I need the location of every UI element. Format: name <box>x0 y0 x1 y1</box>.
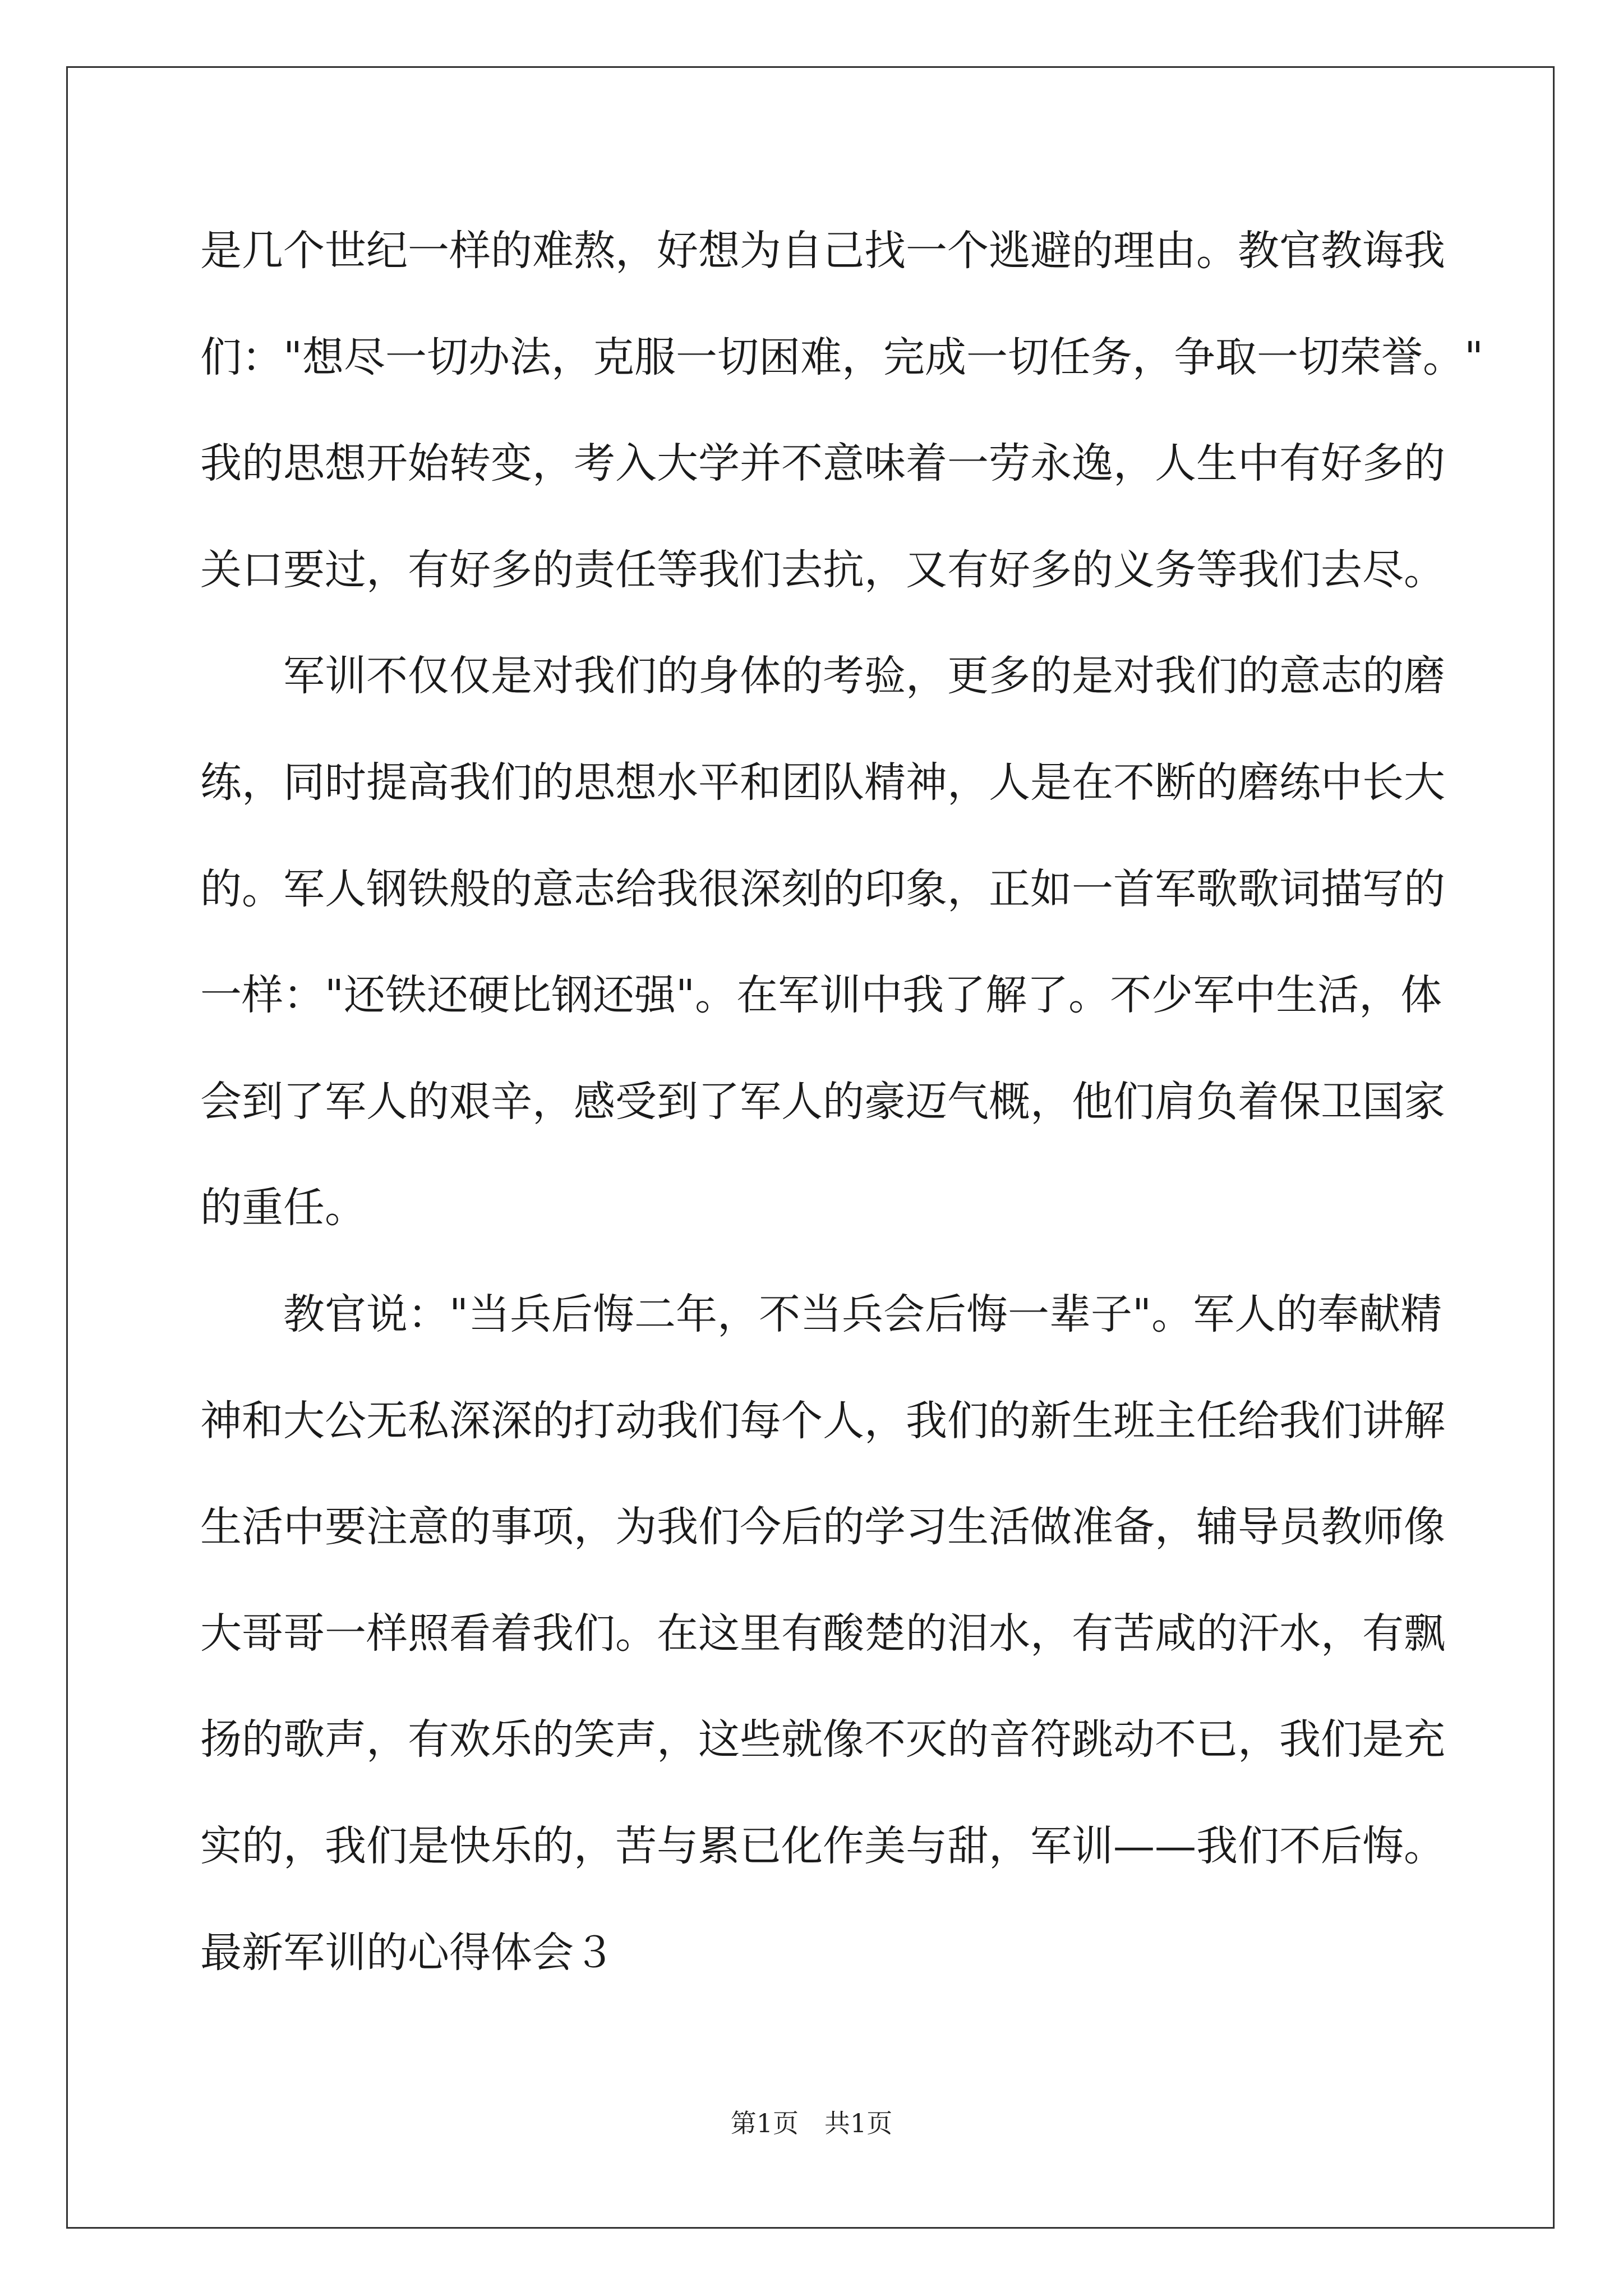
page-number-footer: 第1页 共1页 <box>730 2108 893 2138</box>
text-line: 练，同时提高我们的思想水平和团队精神，人是在不断的磨练中长大 <box>200 758 1445 807</box>
text-line: 实的，我们是快乐的，苦与累已化作美与甜，军训——我们不后悔。 <box>200 1822 1445 1870</box>
section-heading: 最新军训的心得体会３ <box>200 1929 615 1977</box>
text-line: 生活中要注意的事项，为我们今后的学习生活做准备，辅导员教师像 <box>200 1503 1445 1551</box>
text-line: 的重任。 <box>200 1184 366 1232</box>
text-line: 是几个世纪一样的难熬，好想为自己找一个逃避的理由。教官教诲我 <box>200 227 1445 275</box>
text-line: 军训不仅仅是对我们的身体的考验，更多的是对我们的意志的磨 <box>200 652 1445 700</box>
text-line: 关口要过，有好多的责任等我们去抗，又有好多的义务等我们去尽。 <box>200 546 1445 594</box>
text-line: 神和大公无私深深的打动我们每个人，我们的新生班主任给我们讲解 <box>200 1397 1445 1445</box>
text-line: 们："想尽一切办法，克服一切困难，完成一切任务，争取一切荣誉。" <box>200 333 1484 381</box>
text-line: 教官说："当兵后悔二年，不当兵会后悔一辈子"。军人的奉献精 <box>200 1290 1442 1338</box>
text-line: 大哥哥一样照看着我们。在这里有酸楚的泪水，有苦咸的汗水，有飘 <box>200 1609 1445 1658</box>
text-line: 的。军人钢铁般的意志给我很深刻的印象，正如一首军歌歌词描写的 <box>200 865 1445 913</box>
text-line: 我的思想开始转变，考入大学并不意味着一劳永逸，人生中有好多的 <box>200 439 1445 487</box>
text-line: 一样："还铁还硬比钢还强"。在军训中我了解了。不少军中生活，体 <box>200 971 1442 1019</box>
page-border <box>66 66 1555 2229</box>
text-line: 会到了军人的艰辛，感受到了军人的豪迈气概，他们肩负着保卫国家 <box>200 1078 1445 1126</box>
text-line: 扬的歌声，有欢乐的笑声，这些就像不灭的音符跳动不已，我们是充 <box>200 1715 1445 1764</box>
